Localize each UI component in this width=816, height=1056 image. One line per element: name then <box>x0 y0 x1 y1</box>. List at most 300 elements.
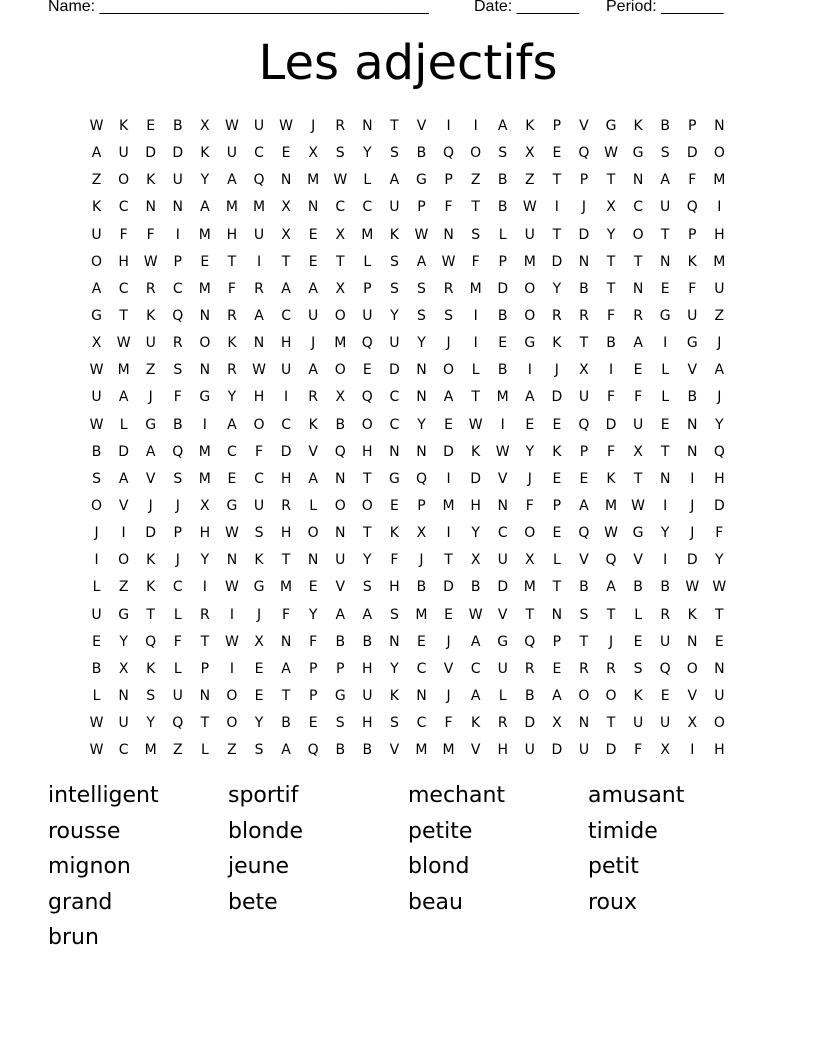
grid-letter: J <box>148 389 153 406</box>
grid-letter: F <box>282 606 291 623</box>
grid-letter: G <box>632 525 644 542</box>
grid-letter: Y <box>308 606 318 623</box>
grid-letter: B <box>660 579 670 596</box>
grid-letter: T <box>525 606 535 623</box>
grid-letter: M <box>496 389 509 406</box>
grid-letter: W <box>89 715 104 732</box>
page-title: Les adjectifs <box>258 35 558 91</box>
grid-letter: Y <box>227 389 237 406</box>
grid-letter: S <box>389 145 399 162</box>
word-list-item: blonde <box>228 818 303 844</box>
grid-letter: Q <box>659 660 671 677</box>
grid-letter: E <box>417 633 426 650</box>
grid-row <box>83 493 733 520</box>
grid-letter: S <box>335 145 345 162</box>
name-field-label: Name: _____________________________________ <box>48 0 429 15</box>
grid-letter: J <box>581 199 587 216</box>
grid-letter: K <box>687 253 697 270</box>
grid-letter: Q <box>415 470 427 487</box>
grid-letter: I <box>663 552 668 569</box>
grid-letter: N <box>416 389 427 406</box>
grid-letter: R <box>227 362 237 379</box>
grid-letter: H <box>714 742 725 759</box>
grid-letter: B <box>281 715 291 732</box>
grid-letter: A <box>579 498 589 515</box>
grid-letter: Y <box>146 715 155 732</box>
grid-letter: U <box>91 226 102 243</box>
grid-letter: U <box>362 688 373 705</box>
grid-letter: D <box>172 145 184 162</box>
grid-letter: I <box>256 253 262 270</box>
grid-letter: J <box>94 525 99 542</box>
grid-letter: B <box>335 633 346 650</box>
grid-letter: U <box>632 715 644 732</box>
word-list-item: jeune <box>228 854 290 879</box>
grid-letter: T <box>444 552 453 569</box>
grid-letter: O <box>307 525 319 542</box>
grid-letter: M <box>415 606 428 623</box>
grid-letter: I <box>500 416 505 433</box>
grid-letter: T <box>471 199 480 216</box>
grid-letter: Z <box>172 742 183 759</box>
grid-letter: K <box>91 199 102 216</box>
grid-letter: M <box>280 579 293 596</box>
grid-letter: V <box>308 443 318 460</box>
grid-letter: A <box>525 389 535 406</box>
grid-letter: B <box>362 742 373 759</box>
grid-letter: U <box>497 552 508 569</box>
grid-letter: Z <box>714 308 725 325</box>
grid-letter: G <box>605 118 617 135</box>
word-search-grid <box>83 113 733 764</box>
word-list-item: roux <box>588 889 637 915</box>
grid-letter: X <box>91 335 102 352</box>
grid-letter: N <box>389 443 400 460</box>
grid-letter: J <box>311 335 316 352</box>
grid-letter: W <box>89 118 104 135</box>
grid-letter: K <box>146 579 156 596</box>
grid-letter: A <box>389 172 400 189</box>
grid-letter: T <box>363 470 372 487</box>
grid-letter: U <box>280 362 292 379</box>
grid-letter: H <box>389 579 400 596</box>
grid-letter: A <box>470 688 481 705</box>
grid-letter: A <box>145 443 156 460</box>
grid-letter: V <box>335 579 346 596</box>
grid-letter: U <box>714 688 725 705</box>
grid-letter: C <box>633 199 643 216</box>
grid-letter: F <box>688 280 697 297</box>
grid-letter: N <box>199 362 211 379</box>
grid-letter: X <box>524 145 535 162</box>
grid-letter: B <box>497 362 508 379</box>
grid-letter: L <box>498 688 507 705</box>
grid-letter: Q <box>605 552 617 569</box>
grid-letter: Y <box>471 525 480 542</box>
grid-letter: A <box>200 199 210 216</box>
grid-letter: T <box>606 280 616 297</box>
grid-letter: V <box>633 552 643 569</box>
grid-letter: M <box>713 253 726 270</box>
grid-letter: B <box>416 145 427 162</box>
grid-letter: R <box>443 280 454 297</box>
grid-letter: A <box>552 688 562 705</box>
grid-letter: M <box>198 226 211 243</box>
grid-letter: B <box>524 688 535 705</box>
grid-letter: Q <box>172 443 184 460</box>
grid-letter: U <box>253 226 265 243</box>
grid-letter: T <box>200 715 210 732</box>
grid-letter: K <box>389 525 399 542</box>
grid-letter: D <box>686 145 698 162</box>
grid-letter: V <box>145 470 156 487</box>
grid-letter: S <box>417 308 426 325</box>
grid-letter: N <box>443 226 454 243</box>
grid-letter: P <box>552 633 562 650</box>
grid-letter: K <box>606 470 616 487</box>
grid-row <box>83 140 733 167</box>
grid-letter: K <box>146 308 156 325</box>
grid-letter: M <box>713 172 726 189</box>
grid-letter: B <box>91 443 102 460</box>
grid-letter: V <box>579 552 589 569</box>
grid-letter: N <box>714 118 725 135</box>
grid-letter: G <box>226 498 238 515</box>
date-field-label: Date: _______ <box>474 0 579 15</box>
grid-letter: R <box>308 389 319 406</box>
grid-letter: V <box>416 118 427 135</box>
grid-letter: Q <box>253 172 265 189</box>
grid-letter: O <box>226 688 238 705</box>
grid-letter: I <box>473 335 478 352</box>
grid-letter: A <box>227 416 237 433</box>
grid-letter: Q <box>307 742 319 759</box>
grid-letter: O <box>118 172 130 189</box>
grid-letter: T <box>471 389 480 406</box>
grid-letter: N <box>659 470 671 487</box>
grid-letter: U <box>389 199 400 216</box>
grid-letter: B <box>335 416 346 433</box>
grid-letter: D <box>605 416 617 433</box>
grid-letter: S <box>254 742 264 759</box>
grid-letter: N <box>659 253 671 270</box>
grid-letter: W <box>685 579 700 596</box>
grid-letter: B <box>633 579 643 596</box>
grid-letter: J <box>554 362 559 379</box>
grid-letter: N <box>280 172 292 189</box>
grid-letter: A <box>308 470 318 487</box>
grid-letter: E <box>552 660 562 677</box>
grid-letter: L <box>661 389 670 406</box>
grid-letter: T <box>633 253 643 270</box>
grid-letter: I <box>202 416 207 433</box>
grid-letter: X <box>687 715 698 732</box>
grid-letter: X <box>660 742 670 759</box>
grid-letter: G <box>524 335 536 352</box>
grid-letter: F <box>471 253 480 270</box>
grid-letter: L <box>173 660 182 677</box>
grid-letter: P <box>417 498 426 515</box>
word-list-item: blond <box>408 854 470 879</box>
grid-letter: T <box>281 552 291 569</box>
grid-letter: Q <box>172 308 184 325</box>
grid-letter: N <box>335 470 346 487</box>
grid-letter: S <box>254 525 264 542</box>
grid-row <box>83 276 733 303</box>
grid-letter: A <box>118 389 129 406</box>
grid-letter: F <box>444 199 453 216</box>
grid-letter: W <box>225 525 239 542</box>
grid-letter: B <box>660 118 670 135</box>
grid-letter: I <box>175 226 180 243</box>
grid-letter: E <box>146 118 156 135</box>
grid-letter: P <box>552 118 562 135</box>
grid-letter: A <box>281 280 291 297</box>
grid-letter: R <box>199 606 210 623</box>
grid-letter: W <box>441 253 456 270</box>
grid-letter: C <box>416 715 427 732</box>
grid-letter: E <box>633 362 643 379</box>
grid-letter: E <box>498 335 508 352</box>
grid-letter: P <box>336 660 345 677</box>
grid-letter: F <box>715 525 724 542</box>
grid-letter: H <box>714 470 725 487</box>
grid-letter: J <box>175 552 180 569</box>
grid-letter: L <box>498 226 507 243</box>
grid-letter: N <box>632 172 644 189</box>
grid-letter: R <box>254 280 264 297</box>
grid-letter: F <box>254 443 264 460</box>
grid-letter: I <box>527 362 532 379</box>
grid-letter: C <box>362 199 373 216</box>
grid-letter: W <box>89 362 104 379</box>
period-field-label: Period: _______ <box>606 0 724 15</box>
grid-letter: K <box>389 688 399 705</box>
grid-letter: S <box>362 579 372 596</box>
grid-letter: D <box>605 742 617 759</box>
grid-row <box>83 656 733 683</box>
grid-letter: K <box>146 552 156 569</box>
grid-letter: W <box>143 253 158 270</box>
grid-letter: T <box>660 226 670 243</box>
grid-letter: F <box>146 226 155 243</box>
grid-letter: C <box>281 416 291 433</box>
grid-letter: D <box>443 443 454 460</box>
grid-letter: E <box>552 145 562 162</box>
grid-letter: Y <box>390 660 399 677</box>
grid-letter: I <box>202 579 207 596</box>
grid-letter: H <box>199 525 211 542</box>
grid-row <box>83 629 733 656</box>
grid-letter: U <box>389 335 400 352</box>
grid-letter: B <box>362 633 373 650</box>
grid-row <box>83 710 733 737</box>
grid-letter: I <box>446 525 451 542</box>
grid-letter: W <box>414 226 429 243</box>
grid-letter: S <box>389 253 399 270</box>
grid-letter: H <box>280 470 292 487</box>
grid-letter: U <box>660 715 671 732</box>
grid-letter: U <box>253 498 265 515</box>
grid-letter: S <box>389 606 399 623</box>
word-list-item: grand <box>48 889 113 915</box>
word-list-item: petite <box>408 818 473 844</box>
grid-letter: H <box>497 742 508 759</box>
grid-letter: G <box>145 416 157 433</box>
grid-letter: G <box>253 579 265 596</box>
grid-letter: W <box>495 443 510 460</box>
grid-letter: W <box>333 172 348 189</box>
grid-letter: M <box>361 226 374 243</box>
grid-letter: R <box>579 308 589 325</box>
grid-letter: S <box>633 660 643 677</box>
grid-letter: E <box>308 253 318 270</box>
grid-letter: O <box>91 253 103 270</box>
grid-letter: Z <box>470 172 481 189</box>
grid-letter: I <box>473 118 478 135</box>
grid-letter: I <box>121 525 126 542</box>
grid-letter: L <box>363 172 372 189</box>
grid-letter: X <box>281 199 291 216</box>
grid-letter: K <box>146 172 156 189</box>
grid-letter: I <box>473 308 478 325</box>
grid-letter: L <box>92 579 101 596</box>
grid-letter: H <box>362 443 373 460</box>
grid-letter: X <box>633 443 643 460</box>
grid-letter: T <box>715 606 724 623</box>
grid-letter: I <box>446 470 451 487</box>
grid-letter: P <box>363 280 372 297</box>
grid-letter: J <box>175 498 180 515</box>
grid-letter: U <box>660 633 671 650</box>
grid-letter: S <box>173 362 183 379</box>
grid-letter: J <box>311 118 316 135</box>
grid-letter: N <box>416 688 427 705</box>
grid-letter: Z <box>227 742 237 759</box>
grid-letter: B <box>91 660 102 677</box>
grid-letter: O <box>334 498 346 515</box>
grid-letter: P <box>173 525 182 542</box>
grid-letter: N <box>362 118 373 135</box>
grid-letter: W <box>225 118 239 135</box>
grid-letter: W <box>604 145 618 162</box>
grid-letter: I <box>690 470 695 487</box>
grid-letter: N <box>714 660 725 677</box>
grid-letter: C <box>389 389 400 406</box>
grid-letter: B <box>497 308 508 325</box>
grid-letter: I <box>284 389 289 406</box>
grid-letter: Z <box>91 172 102 189</box>
grid-letter: R <box>172 335 183 352</box>
grid-row <box>83 303 733 330</box>
grid-letter: E <box>308 226 318 243</box>
grid-letter: Q <box>578 525 590 542</box>
grid-letter: E <box>660 280 670 297</box>
grid-letter: R <box>227 308 237 325</box>
grid-letter: T <box>633 470 643 487</box>
grid-letter: O <box>632 226 644 243</box>
grid-letter: D <box>145 525 157 542</box>
grid-row <box>83 574 733 601</box>
grid-letter: M <box>523 579 536 596</box>
grid-letter: E <box>633 633 643 650</box>
grid-letter: K <box>146 660 156 677</box>
grid-row <box>83 330 733 357</box>
grid-letter: I <box>94 552 99 569</box>
grid-letter: K <box>552 443 562 460</box>
grid-letter: E <box>200 253 210 270</box>
grid-letter: F <box>227 280 236 297</box>
grid-letter: Q <box>145 633 157 650</box>
grid-letter: N <box>416 362 427 379</box>
grid-letter: O <box>253 416 265 433</box>
grid-letter: U <box>687 308 698 325</box>
grid-letter: A <box>281 742 291 759</box>
grid-letter: G <box>199 389 211 406</box>
grid-letter: V <box>389 742 400 759</box>
grid-letter: H <box>118 253 129 270</box>
grid-letter: Y <box>715 552 724 569</box>
grid-letter: A <box>281 660 291 677</box>
grid-row <box>83 113 733 140</box>
grid-letter: E <box>389 498 399 515</box>
grid-letter: T <box>606 253 616 270</box>
grid-letter: V <box>579 118 589 135</box>
word-list-item: intelligent <box>48 783 159 808</box>
grid-letter: L <box>119 416 128 433</box>
grid-letter: J <box>717 389 722 406</box>
grid-letter: W <box>468 416 483 433</box>
grid-letter: Q <box>686 199 698 216</box>
grid-letter: F <box>606 389 616 406</box>
grid-letter: O <box>226 715 238 732</box>
grid-letter: N <box>687 416 698 433</box>
grid-letter: Y <box>254 715 264 732</box>
grid-letter: X <box>552 715 562 732</box>
grid-letter: T <box>390 118 399 135</box>
grid-letter: B <box>579 579 589 596</box>
grid-row <box>83 602 733 629</box>
grid-letter: T <box>119 308 128 325</box>
grid-letter: J <box>717 335 722 352</box>
grid-letter: V <box>118 498 129 515</box>
grid-letter: X <box>579 362 589 379</box>
grid-letter: I <box>554 199 559 216</box>
grid-letter: K <box>119 118 129 135</box>
grid-letter: Q <box>361 335 373 352</box>
grid-letter: M <box>334 335 347 352</box>
grid-letter: M <box>307 172 320 189</box>
grid-letter: D <box>686 552 698 569</box>
grid-letter: Y <box>390 308 399 325</box>
grid-letter: W <box>252 362 266 379</box>
grid-letter: B <box>470 579 481 596</box>
grid-letter: Q <box>524 633 536 650</box>
grid-letter: O <box>605 688 617 705</box>
grid-letter: R <box>335 118 346 135</box>
grid-letter: E <box>254 688 264 705</box>
grid-letter: D <box>551 253 563 270</box>
word-list-item: mignon <box>48 854 131 879</box>
grid-letter: H <box>280 525 292 542</box>
grid-letter: K <box>254 552 264 569</box>
grid-letter: S <box>92 470 101 487</box>
grid-letter: N <box>172 199 184 216</box>
grid-letter: B <box>172 416 183 433</box>
grid-letter: G <box>388 470 400 487</box>
grid-letter: I <box>229 660 234 677</box>
grid-letter: E <box>308 715 318 732</box>
